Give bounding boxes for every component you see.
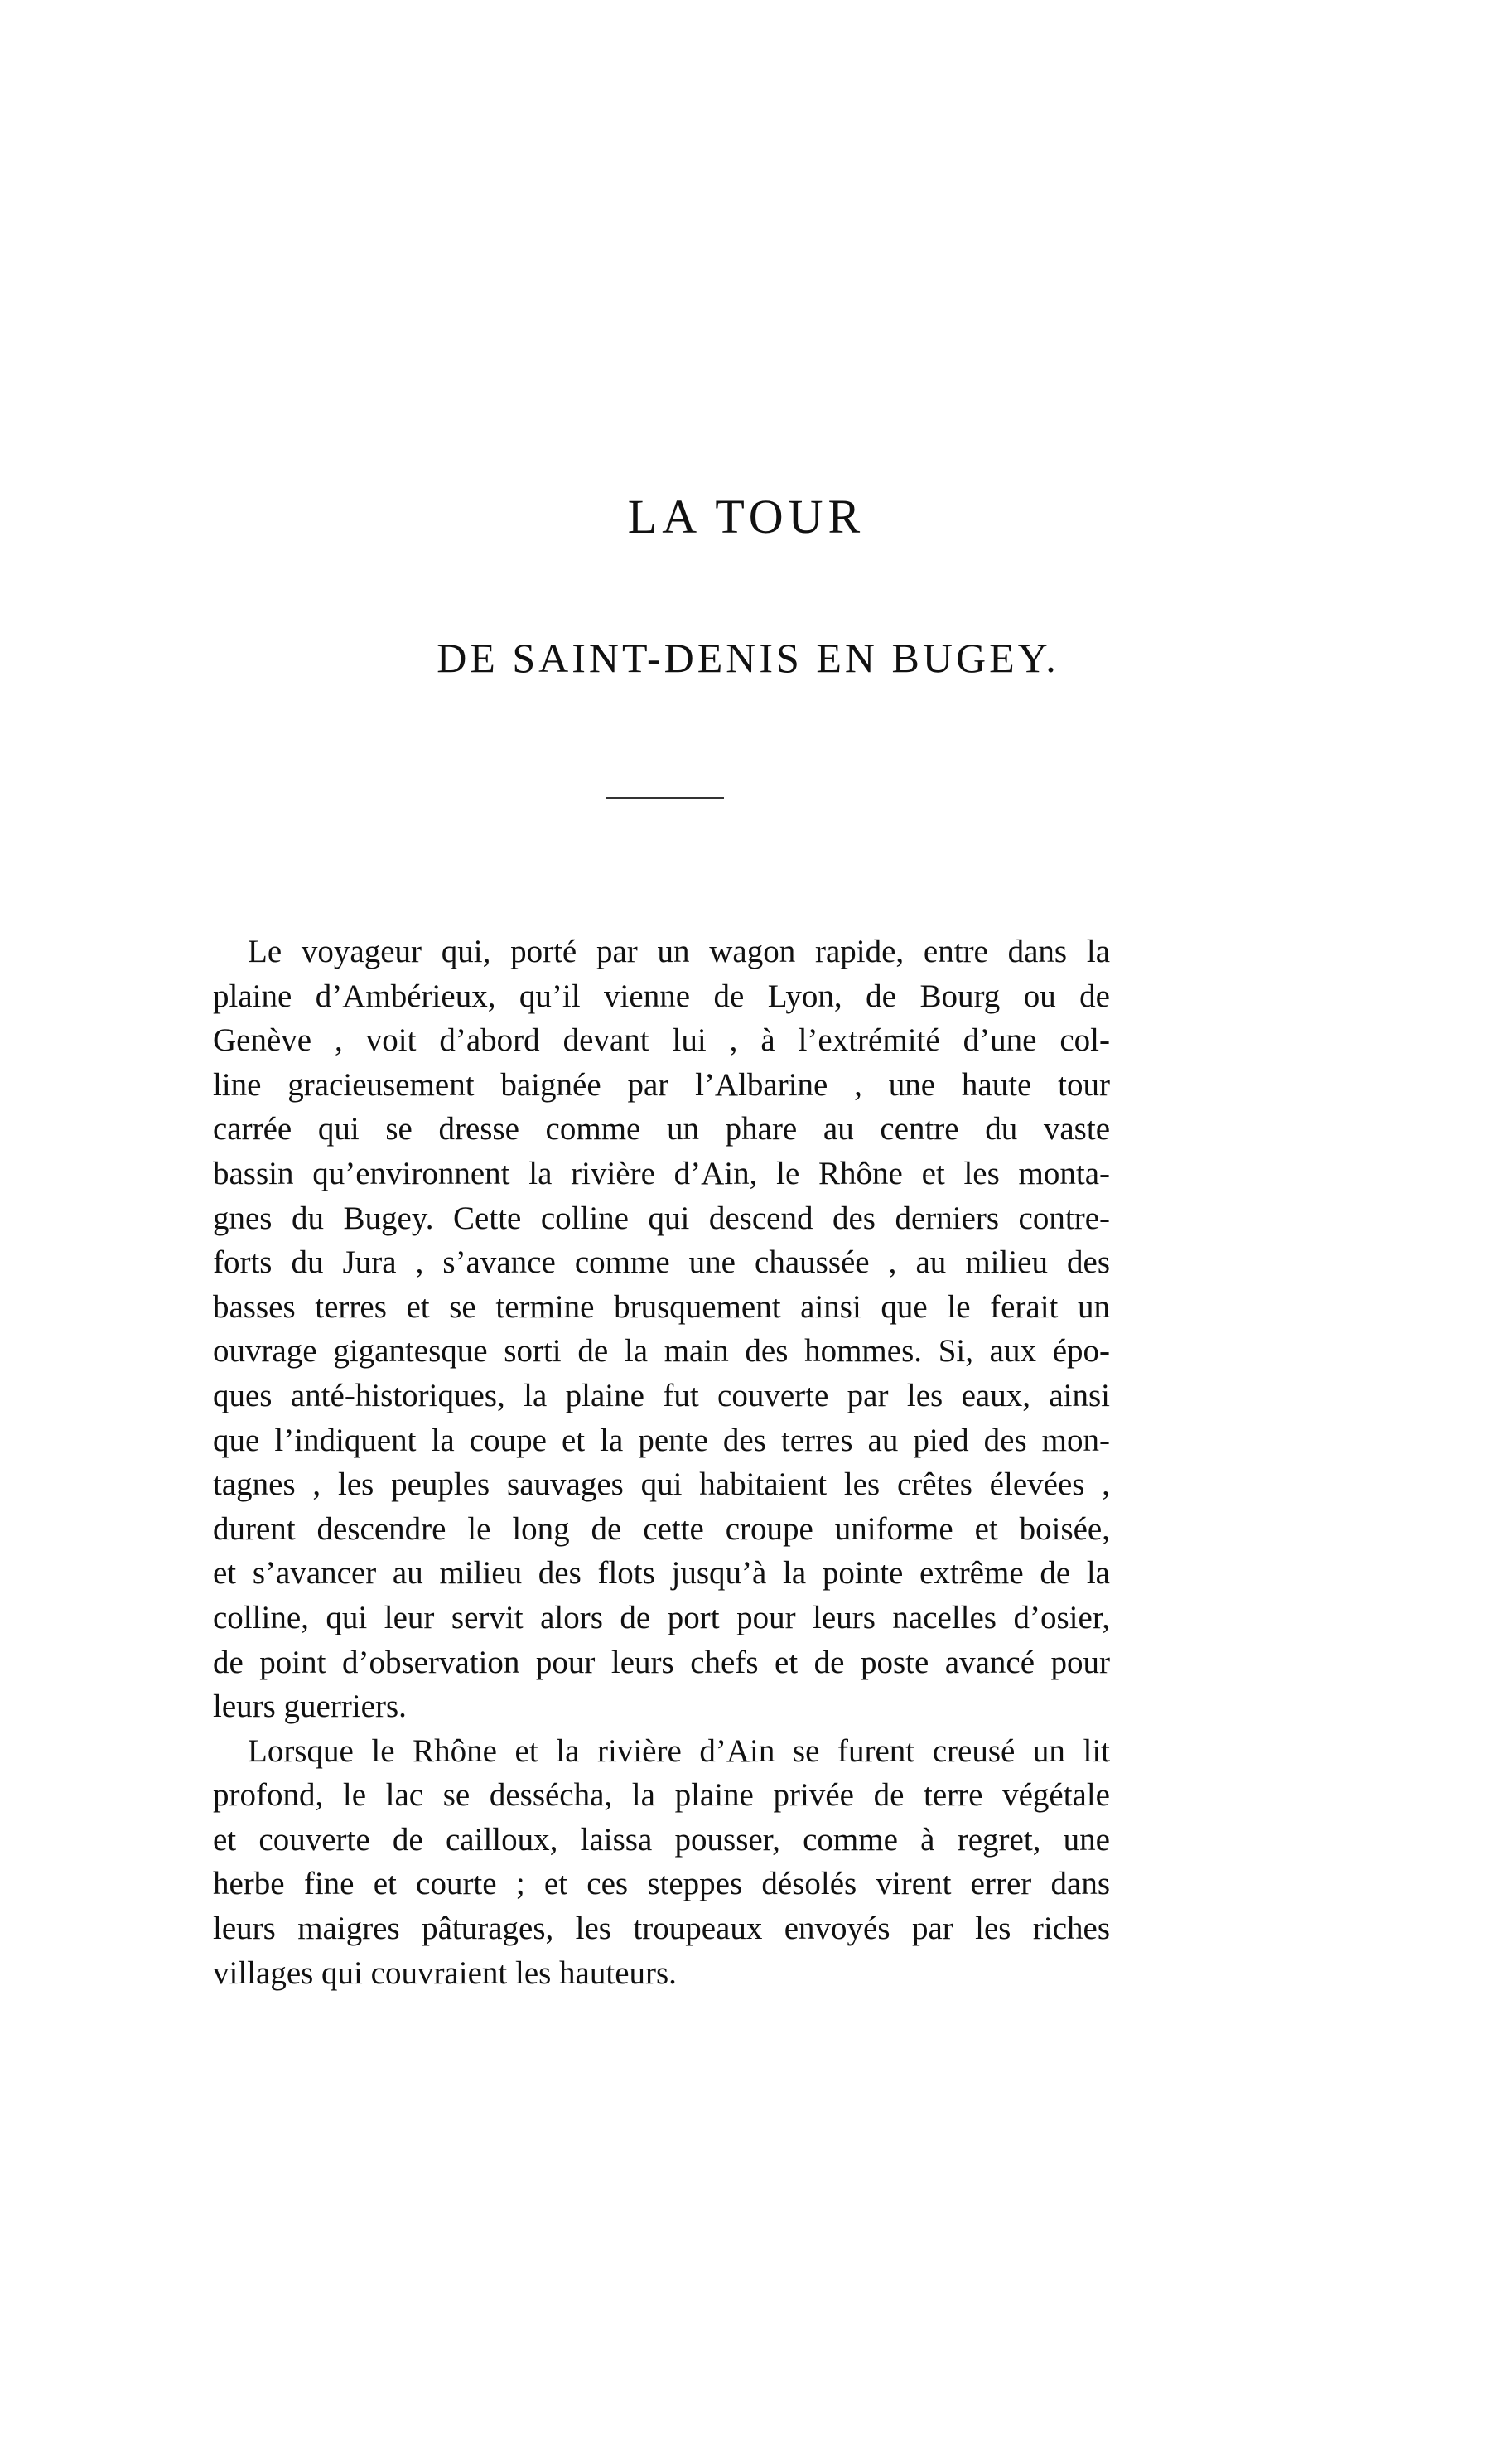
text-line: bassin qu’environnent la rivière d’Ain, le Rhône et les monta- — [213, 1155, 1110, 1191]
text-line: colline, qui leur servit alors de port pour leurs nacelles d’osier, — [213, 1599, 1110, 1635]
text-line: ouvrage gigantesque sorti de la main des hommes. Si, aux épo- — [213, 1333, 1110, 1370]
text-line: et couverte de cailloux, laissa pousser, comme à regret, une — [213, 1821, 1110, 1858]
text-line: tagnes , les peuples sauvages qui habitaient les crêtes élevées , — [213, 1466, 1110, 1503]
text-line: line gracieusement baignée par l’Albarine , une haute tour — [213, 1066, 1110, 1103]
text-line: gnes du Bugey. Cette colline qui descend des derniers contre- — [213, 1200, 1110, 1236]
text-line: Lorsque le Rhône et la rivière d’Ain se furent creusé un lit — [248, 1732, 1110, 1769]
body-text — [213, 930, 1110, 1995]
divider-rule — [606, 797, 724, 799]
text-line: herbe fine et courte ; et ces steppes désolés virent errer dans — [213, 1866, 1110, 1902]
text-line: leurs guerriers. — [213, 1689, 407, 1725]
text-line: forts du Jura , s’avance comme une chaussée , au milieu des — [213, 1244, 1110, 1281]
text-line: profond, le lac se dessécha, la plaine privée de terre végétale — [213, 1777, 1110, 1814]
chapter-subtitle: DE SAINT-DENIS EN BUGEY. — [437, 635, 1059, 681]
text-line: de point d’observation pour leurs chefs et de poste avancé pour — [213, 1644, 1110, 1680]
text-line: ques anté-historiques, la plaine fut couverte par les eaux, ainsi — [213, 1377, 1110, 1413]
text-line: que l’indiquent la coupe et la pente des terres au pied des mon- — [213, 1422, 1110, 1458]
chapter-title: LA TOUR — [627, 490, 866, 544]
text-line: plaine d’Ambérieux, qu’il vienne de Lyon, de Bourg ou de — [213, 978, 1110, 1014]
text-line: villages qui couvraient les hauteurs. — [213, 1954, 677, 1991]
text-line: leurs maigres pâturages, les troupeaux envoyés par les riches — [213, 1911, 1110, 1947]
text-line: Le voyageur qui, porté par un wagon rapide, entre dans la — [248, 934, 1110, 969]
text-line: basses terres et se termine brusquement ainsi que le ferait un — [213, 1288, 1110, 1325]
text-line: et s’avancer au milieu des flots jusqu’à la pointe extrême de la — [213, 1555, 1110, 1592]
text-line: Genève , voit d’abord devant lui , à l’extrémité d’une col- — [213, 1022, 1110, 1059]
text-line: carrée qui se dresse comme un phare au centre du vaste — [213, 1111, 1110, 1147]
text-line: durent descendre le long de cette croupe uniforme et boisée, — [213, 1510, 1110, 1547]
